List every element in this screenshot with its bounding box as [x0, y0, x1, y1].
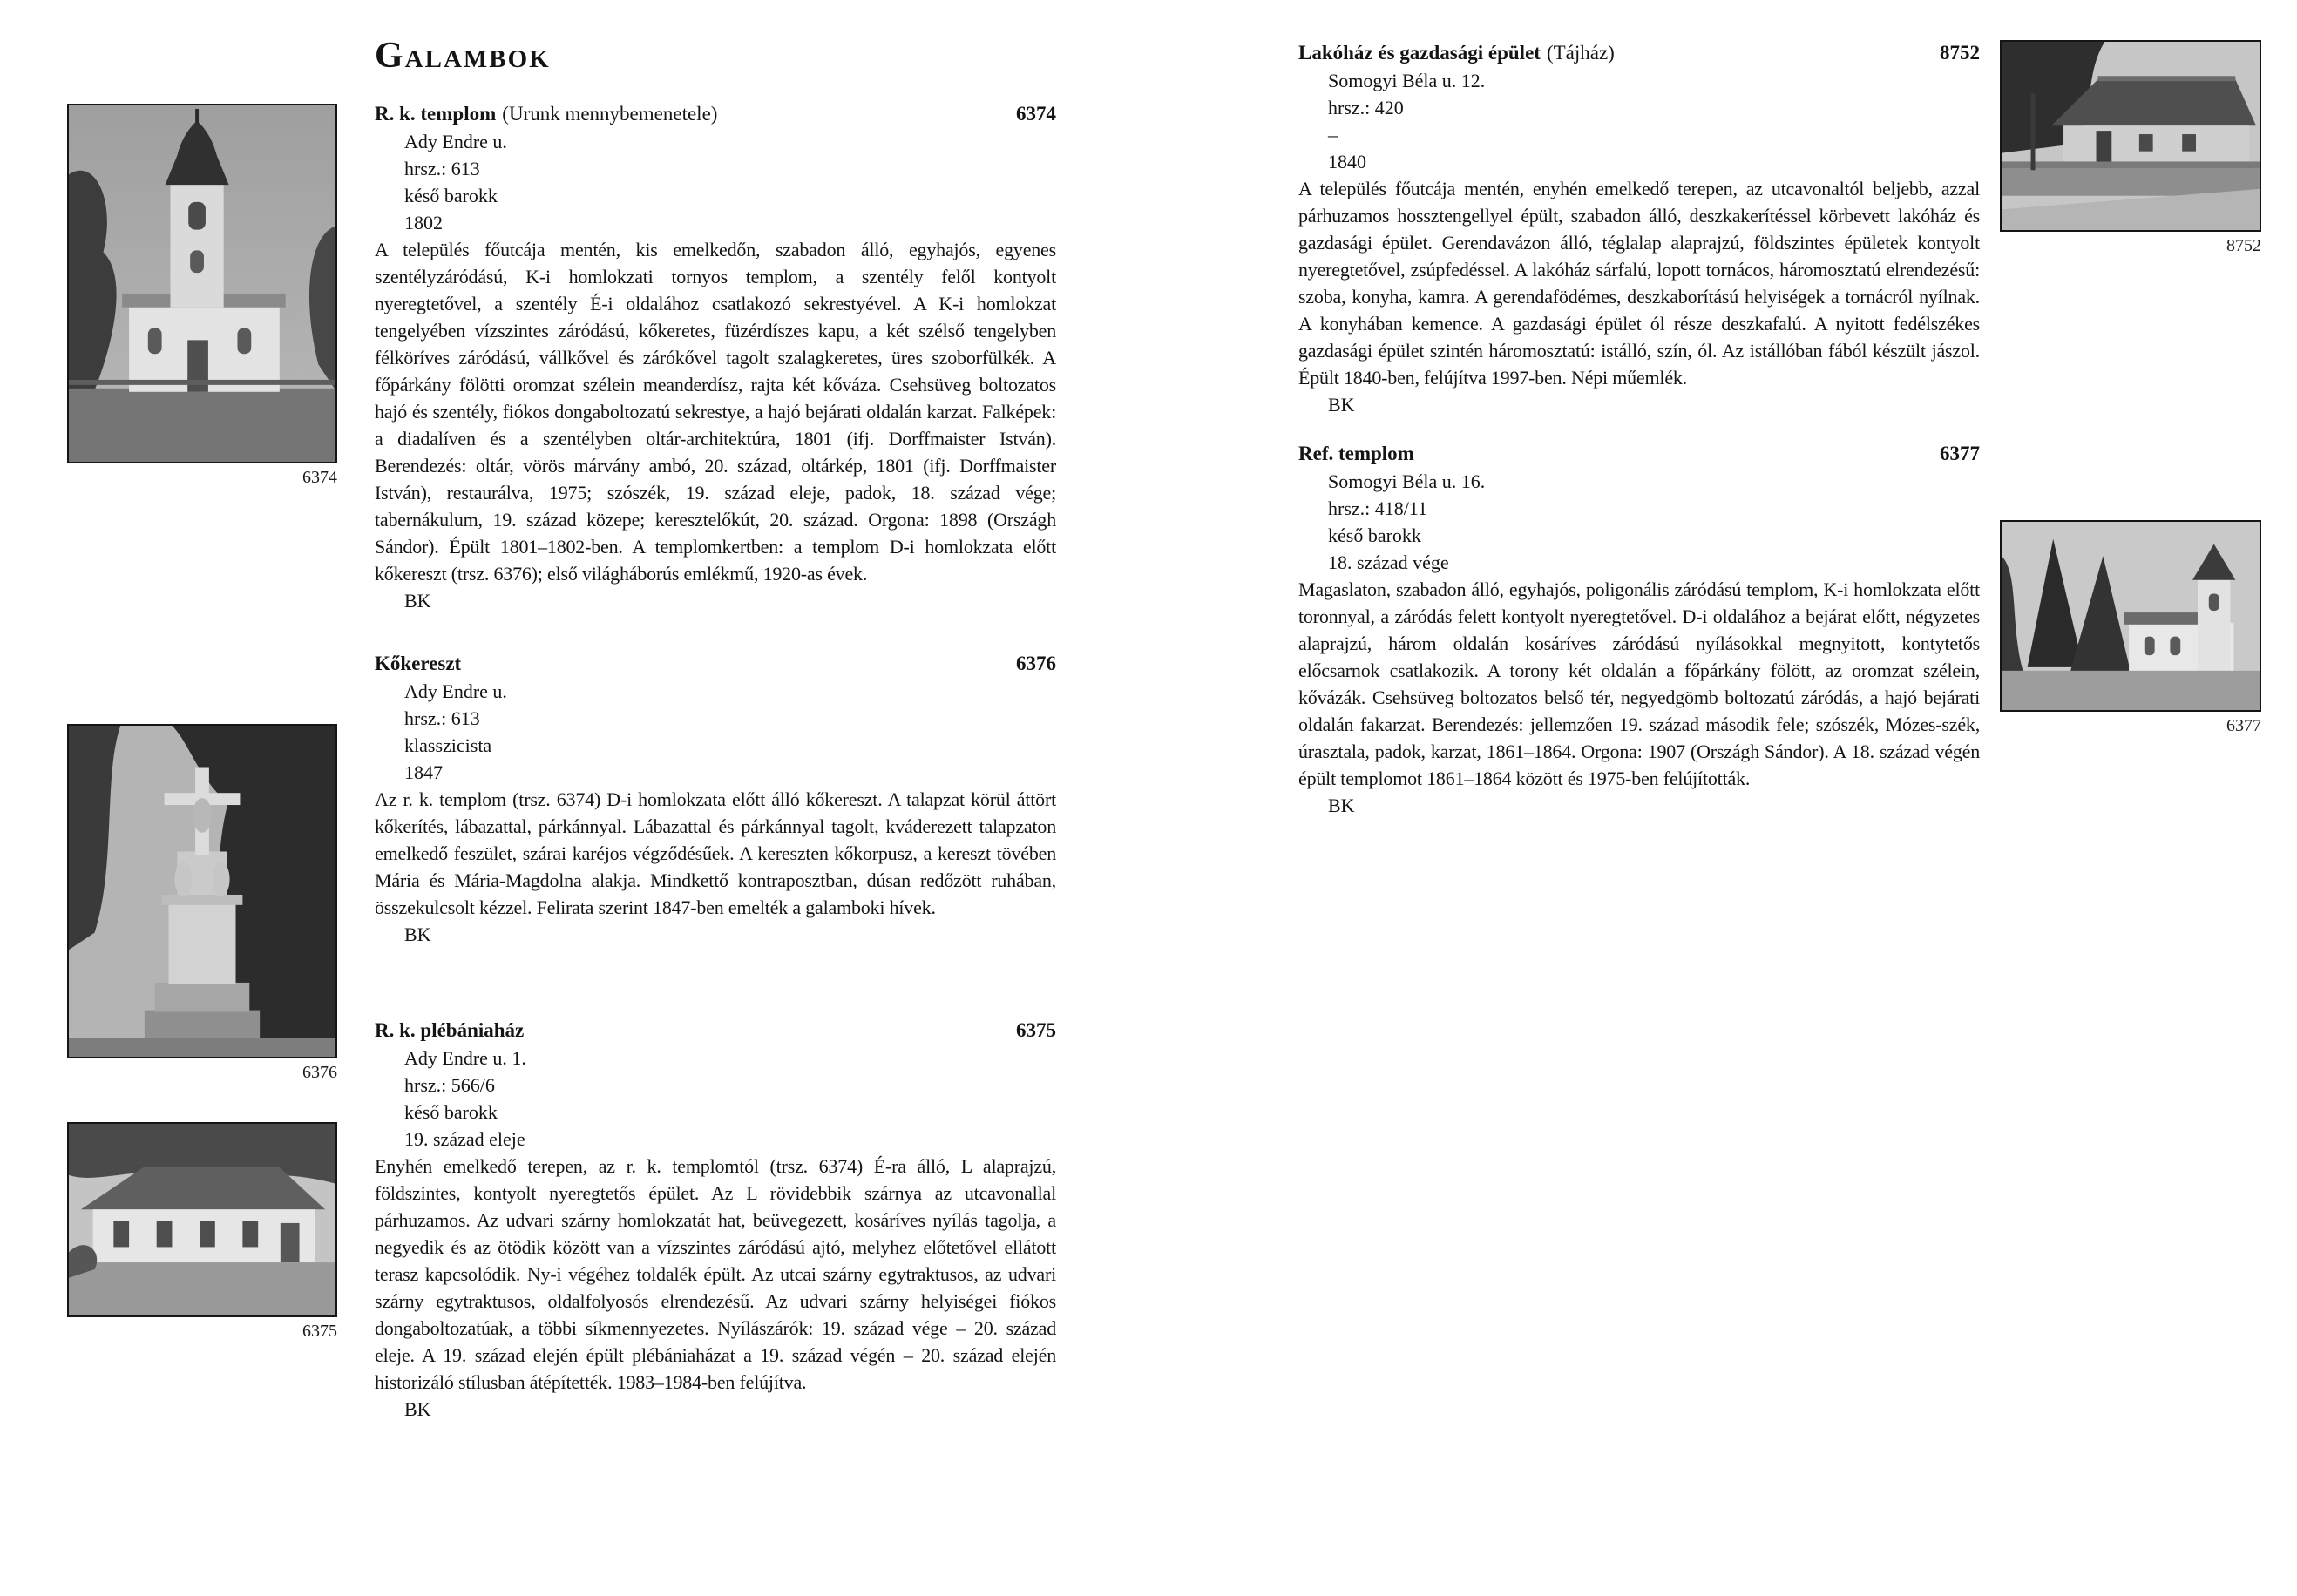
photo-kokereszt-6376 [67, 724, 337, 1084]
door [2097, 131, 2112, 163]
window-4 [242, 1221, 258, 1247]
entry-number: 6377 [1940, 443, 1980, 464]
nave-window-2 [2170, 637, 2180, 656]
entry-rk-templom [375, 99, 1056, 614]
nave-window-2 [237, 328, 251, 355]
corpus [193, 798, 212, 833]
tower-window-upper [188, 202, 206, 230]
photo-caption: 8752 [2226, 236, 2261, 255]
entry-title: Kőkereszt [375, 653, 462, 674]
entry-address: Somogyi Béla u. 12. [1328, 70, 1486, 91]
ground [69, 1038, 335, 1057]
entry-header [375, 1016, 1056, 1045]
entry-date: 19. század eleje [404, 1128, 525, 1150]
photo-caption: 6374 [302, 468, 337, 487]
entry-number: 6376 [1016, 653, 1056, 674]
photo-frame [2000, 520, 2261, 712]
window-1 [113, 1221, 129, 1247]
entry-parcel: hrsz.: 613 [404, 707, 480, 729]
entry-description: Enyhén emelkedő terepen, az r. k. templomtól (trsz. 6374) É-ra álló, L alaprajzú, földszintes, kontyolt nyeregtetős épület. Az L rövidebbik szárnya az utcavonallal párhuzamos. Az udvari szárny homlokzatát hat, beüvegezett, kosáríves nyílás tagolja, a negyedik és az ötödik között van a vízszintes záródású ajtó, melyhez előtetővel ellátott terasz kapcsolódik. Ny-i végéhez toldalék épült. Az utcai szárny egytraktusos, az udvari szárny egytraktusos, oldalfolyosós elrendezésű. Az udvari szárny helyiségei fiókos dongaboltozatúak, a többi síkmennyezetes. Nyílászárók: 19. század vége – 20. század eleje. A 19. század elején épült plébániaházat a 19. század végén – 20. század elején historizáló stílusban átépítették. 1983–1984-ben felújítva. [375, 1155, 1056, 1393]
photo-caption: 6377 [2226, 716, 2261, 735]
settlement-heading: Galambok [375, 36, 551, 76]
wall [2063, 125, 2249, 163]
ground [69, 389, 335, 462]
photo-frame [67, 724, 337, 1058]
entry-style: késő barokk [404, 185, 498, 206]
entry-style: késő barokk [404, 1101, 498, 1123]
entry-description: A település főutcája mentén, enyhén emelkedő terepen, az utcavonaltól beljebb, azzal párhuzamos hossztengellyel épült, szabadon álló, deszkakerítéssel körbevett lakóház és gazdasági épület. Gerendavázon álló, téglalap alaprajzú, földszintes épületek kontyolt nyeregtetővel, zsúpfedéssel. A lakóház sárfalú, lopott tornácos, háromosztatú elrendezésű: szoba, konyha, kamra. A gerendafödémes, deszkaborítású helyiségek a tornácról nyílnak. A konyhában kemence. A gazdasági épület ól része deszkafalú. A nyitott fedélszékes gazdasági épület szintén háromosztatú: istálló, szín, ól. Az istállóban fából készült jászol. Épült 1840-ben, felújítva 1997-ben. Népi műemlék. [1298, 178, 1980, 389]
photo-rk-templom-6374 [67, 104, 337, 489]
entry-address: Ady Endre u. [404, 680, 507, 702]
nave-window-1 [2145, 637, 2155, 656]
photo-tajhaz-8752 [2000, 40, 2261, 257]
entry-style: – [1328, 124, 1338, 145]
photo-frame [67, 104, 337, 463]
fence [2002, 161, 2260, 168]
tower-window-lower [190, 250, 204, 273]
lawn [2002, 671, 2260, 710]
pedestal-cornice [162, 895, 243, 905]
entry-subtitle: (Tájház) [1546, 42, 1615, 64]
author-initials: BK [404, 590, 431, 612]
statue-left [174, 862, 192, 896]
grass [2002, 168, 2260, 195]
author-initials: BK [404, 1398, 431, 1420]
entry-parcel: hrsz.: 613 [404, 158, 480, 179]
entry-date: 1847 [404, 761, 443, 783]
tower-window [2209, 593, 2219, 611]
window-1 [2139, 134, 2153, 152]
entry-parcel: hrsz.: 418/11 [1328, 497, 1428, 519]
entry-header [375, 99, 1056, 128]
photo-ref-templom-6377 [2000, 520, 2261, 737]
entry-date: 18. század vége [1328, 551, 1449, 573]
entry-description: Magaslaton, szabadon álló, egyhajós, poligonális záródású templom, K-i homlokzata előtt toronnyal, a záródás felett kontyolt nyeregtetővel. D-i oldalához a bejárat előtt, négyzetes alaprajzú, három oldalán kosáríves záródású nyílásokkal megnyitott, kontytetős előcsarnok csatlakozik. A torony két oldalán a főpárkány fölött, az oromzat szélein, kővázák. Csehsüveg boltozatos belső tér, negyedgömb boltozatú záródás, a hajó bejárati oldalán fakarzat. Berendezés: jellemzően 19. század második fele; szószék, Mózes-szék, úrasztala, padok, karzat, 1861–1864. Orgona: 1907 (Országh Sándor). A 18. század végén épült templomot 1861–1864 között és 1975-ben felújították. [1298, 578, 1980, 789]
utility-pole [2031, 93, 2036, 170]
entry-tajhaz [1298, 38, 1980, 418]
entry-description: A település főutcája mentén, kis emelkedőn, szabadon álló, egyhajós, egyenes szentélyzáródású, K-i homlokzati tornyos templom, a szentély felől kontyolt nyeregtetővel, a szentély É-i oldalához csatlakozó sekrestyével. A K-i homlokzat tengelyében vízszintes záródású, kőkeretes, füzérdíszes kapu, a két szélső tengelyben félköríves záródású, vállkővel és zárókővel tagolt szalagkeretes, üres szoborfülkék. A főpárkány fölötti oromzat szélein meanderdísz, rajta két kőváza. Csehsüveg boltozatos hajó és szentély, fiókos dongaboltozatú sekrestye, a hajó bejárati oldalán karzat. Falképek: a diadalíven és a szentélyben oltár-architektúra, 1801 (ifj. Dorffmaister István). Berendezés: oltár, vörös márvány ambó, 20. század, oltárkép, 1801 (ifj. Dorffmaister István), restaurálva, 1975; szószék, 19. század eleje, padok, 18. század vége; tabernákulum, 19. század közepe; keresztelőkút, 20. század. Orgona: 1898 (Országh Sándor). Épült 1801–1802-ben. A templomkertben: a templom D-i homlokzata előtt kőkereszt (trsz. 6376); első világháborús emlékmű, 1920-as évek. [375, 239, 1056, 585]
entry-address: Somogyi Béla u. 16. [1328, 470, 1486, 492]
window-2 [157, 1221, 173, 1247]
photo-frame [67, 1122, 337, 1317]
photo-plebaniahaz-6375 [67, 1122, 337, 1342]
photo-caption: 6376 [302, 1063, 337, 1082]
entry-number: 6374 [1016, 103, 1056, 125]
entry-title: Lakóház és gazdasági épület [1298, 42, 1541, 64]
entry-parcel: hrsz.: 420 [1328, 97, 1404, 118]
window-3 [200, 1221, 215, 1247]
nave-window-1 [148, 328, 162, 355]
church-photo-illustration [69, 105, 335, 462]
right-text-column [1298, 38, 1980, 819]
author-initials: BK [1328, 394, 1355, 416]
entry-style: klasszicista [404, 734, 492, 756]
entry-number: 8752 [1940, 42, 1980, 64]
entry-address: Ady Endre u. [404, 131, 507, 152]
fence [69, 380, 335, 385]
parsonage-photo-illustration [69, 1124, 335, 1315]
author-initials: BK [404, 923, 431, 945]
reformed-church-photo-illustration [2002, 522, 2260, 710]
entry-header [375, 649, 1056, 678]
statue-right [213, 862, 230, 896]
entry-ref-templom [1298, 439, 1980, 819]
entry-subtitle: (Urunk mennybemenetele) [502, 103, 718, 125]
photo-caption: 6375 [302, 1322, 337, 1341]
author-initials: BK [1328, 795, 1355, 816]
door [281, 1223, 300, 1262]
entry-header [1298, 439, 1980, 468]
entry-title: R. k. templom [375, 103, 497, 125]
pedestal [169, 903, 236, 984]
left-text-column [375, 35, 1056, 1423]
entry-style: késő barokk [1328, 524, 1421, 546]
stone-cross-photo-illustration [69, 726, 335, 1057]
entry-title: Ref. templom [1298, 443, 1414, 464]
thatched-house-photo-illustration [2002, 42, 2260, 230]
photo-frame [2000, 40, 2261, 232]
window-2 [2182, 134, 2196, 152]
entry-address: Ady Endre u. 1. [404, 1047, 526, 1069]
entry-parcel: hrsz.: 566/6 [404, 1074, 495, 1096]
entry-description: Az r. k. templom (trsz. 6374) D-i homlokzata előtt álló kőkereszt. A talapzat körül áttört kőkerítés, lábazattal, párkánnyal. Lábazattal és párkánnyal tagolt, kváderezett talapzaton emelkedő feszület, szárai karéjos végződésűek. A kereszten kőkorpusz, a kereszt tövében Mária és Mária-Magdolna alakja. Mindkettő kontraposztban, dúsan redőzött ruhában, összekulcsolt kézzel. Felirata szerint 1847-ben emelték a galamboki hívek. [375, 788, 1056, 918]
entry-date: 1802 [404, 212, 443, 233]
spire-finial [195, 109, 199, 123]
entry-date: 1840 [1328, 151, 1366, 172]
entry-plebaniahaz [375, 1016, 1056, 1423]
entry-kokereszt [375, 649, 1056, 948]
base-step-lower [145, 1011, 260, 1040]
base-step-upper [155, 983, 250, 1012]
lawn [69, 1262, 335, 1315]
entry-title: R. k. plébániaház [375, 1019, 525, 1041]
roof-ridge [2098, 76, 2236, 81]
entry-number: 6375 [1016, 1019, 1056, 1041]
entry-header [1298, 38, 1980, 67]
